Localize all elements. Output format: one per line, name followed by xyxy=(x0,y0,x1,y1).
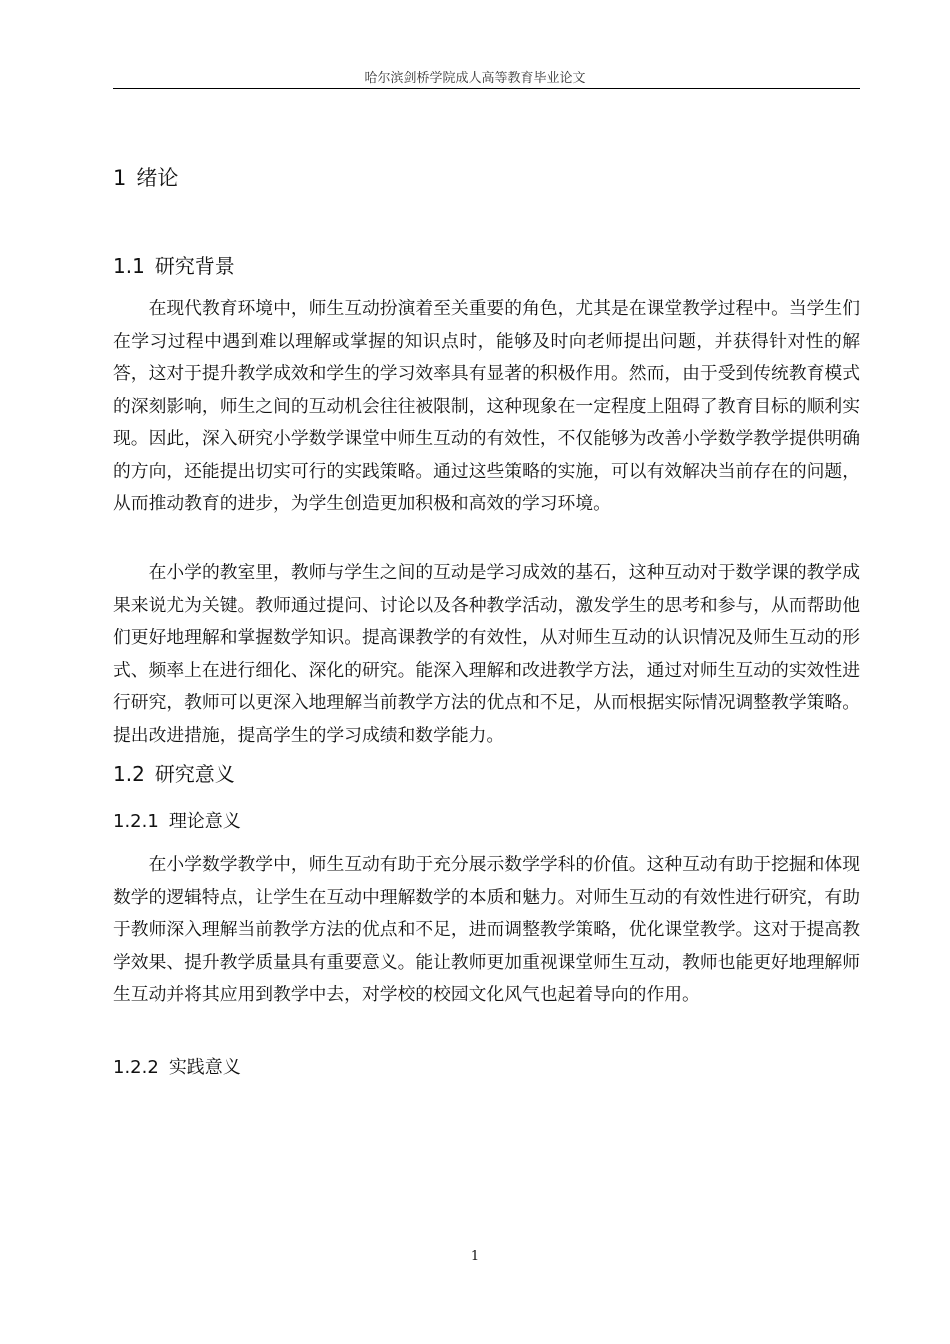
section-heading-1-2 xyxy=(113,760,235,788)
subsection-number: 1.2.1 xyxy=(113,811,159,832)
chapter-heading xyxy=(113,163,178,193)
page-number: 1 xyxy=(470,1249,480,1264)
subsection-heading-1-2-1 xyxy=(113,809,241,835)
section-title: 研究意义 xyxy=(154,762,235,786)
section-number: 1.1 xyxy=(113,254,145,278)
section-heading-1-1 xyxy=(113,252,235,280)
section-title: 研究背景 xyxy=(154,254,235,278)
paragraph-background-1: 在现代教育环境中，师生互动扮演着至关重要的角色，尤其是在课堂教学过程中。当学生们在学习过程中遇到难以理解或掌握的知识点时，能够及时向老师提出问题，并获得针对性的解答，这对于提升教学成效和学生的学习效率具有显著的积极作用。然而，由于受到传统教育模式的深刻影响，师生之间的互动机会往往被限制，这种现象在一定程度上阻碍了教育目标的顺利实现。因此，深入研究小学数学课堂中师生互动的有效性，不仅能够为改善小学数学教学提供明确的方向，还能提出切实可行的实践策略。通过这些策略的实施，可以有效解决当前存在的问题，从而推动教育的进步，为学生创造更加积极和高效的学习环境。 xyxy=(113,298,860,514)
subsection-heading-1-2-2 xyxy=(113,1055,241,1081)
subsection-title: 实践意义 xyxy=(168,1057,241,1078)
header-title: 哈尔滨剑桥学院成人高等教育毕业论文 xyxy=(364,71,586,86)
header-divider xyxy=(113,88,860,89)
section-number: 1.2 xyxy=(113,762,145,786)
chapter-title: 绪论 xyxy=(136,166,179,190)
subsection-title: 理论意义 xyxy=(168,811,241,832)
chapter-number: 1 xyxy=(113,166,127,190)
subsection-number: 1.2.2 xyxy=(113,1057,159,1078)
paragraph-background-2: 在小学的教室里，教师与学生之间的互动是学习成效的基石，这种互动对于数学课的教学成果来说尤为关键。教师通过提问、讨论以及各种教学活动，激发学生的思考和参与，从而帮助他们更好地理解和掌握数学知识。提高课教学的有效性，从对师生互动的认识情况及师生互动的形式、频率上在进行细化、深化的研究。能深入理解和改进教学方法，通过对师生互动的实效性进行研究，教师可以更深入地理解当前教学方法的优点和不足，从而根据实际情况调整教学策略。提出改进措施，提高学生的学习成绩和数学能力。 xyxy=(113,562,860,746)
paragraph-theory: 在小学数学教学中，师生互动有助于充分展示数学学科的价值。这种互动有助于挖掘和体现数学的逻辑特点，让学生在互动中理解数学的本质和魅力。对师生互动的有效性进行研究，有助于教师深入理解当前教学方法的优点和不足，进而调整教学策略，优化课堂教学。这对于提高教学效果、提升教学质量具有重要意义。能让教师更加重视课堂师生互动，教师也能更好地理解师生互动并将其应用到教学中去，对学校的校园文化风气也起着导向的作用。 xyxy=(113,854,860,1005)
